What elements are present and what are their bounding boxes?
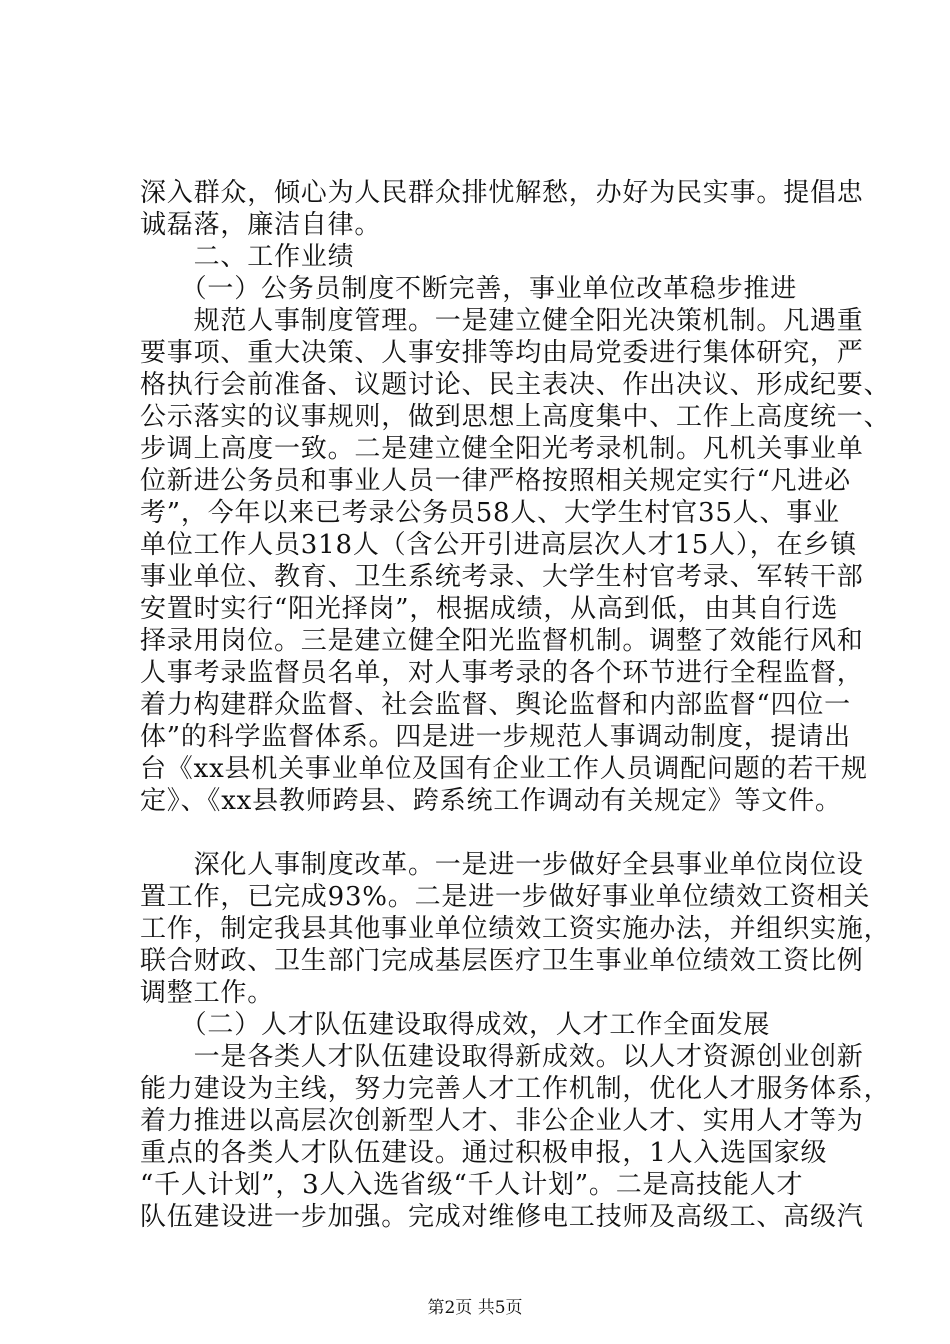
section-heading: 二、工作业绩 (140, 242, 355, 272)
text-line: 着力推进以高层次创新型人才、非公企业人才、实用人才等为 (140, 1106, 864, 1136)
text-line: 重点的各类人才队伍建设。通过积极申报，1人入选国家级 (140, 1138, 828, 1168)
text-line: 深化人事制度改革。一是进一步做好全县事业单位岗位设 (140, 850, 864, 880)
text-line: 安置时实行“阳光择岗”，根据成绩，从高到低，由其自行选 (140, 594, 839, 624)
text-line: 单位工作人员318人（含公开引进高层次人才15人），在乡镇 (140, 530, 857, 560)
text-line: 置工作，已完成93%。二是进一步做好事业单位绩效工资相关 (140, 882, 871, 912)
text-line: 要事项、重大决策、人事安排等均由局党委进行集体研究，严 (140, 338, 864, 368)
text-line: 考”，今年以来已考录公务员58人、大学生村官35人、事业 (140, 498, 840, 528)
text-line: 步调上高度一致。二是建立健全阳光考录机制。凡机关事业单 (140, 434, 864, 464)
text-line: 着力构建群众监督、社会监督、舆论监督和内部监督“四位一 (140, 690, 851, 720)
text-line: 定》、《xx县教师跨县、跨系统工作调动有关规定》等文件。 (140, 786, 842, 816)
text-line: 体”的科学监督体系。四是进一步规范人事调动制度，提请出 (140, 722, 851, 752)
text-line: 一是各类人才队伍建设取得新成效。以人才资源创业创新 (140, 1042, 864, 1072)
text-line: 诚磊落，廉洁自律。 (140, 210, 382, 240)
text-line: 人事考录监督员名单，对人事考录的各个环节进行全程监督， (140, 658, 864, 688)
text-line: 深入群众，倾心为人民群众排忧解愁，办好为民实事。提倡忠 (140, 178, 864, 208)
page-footer: 第2页 共5页 (427, 1298, 523, 1318)
text-line: 调整工作。 (140, 978, 275, 1008)
text-line: 公示落实的议事规则，做到思想上高度集中、工作上高度统一、 (140, 402, 891, 432)
text-line: 联合财政、卫生部门完成基层医疗卫生事业单位绩效工资比例 (140, 946, 864, 976)
text-line: 工作，制定我县其他事业单位绩效工资实施办法，并组织实施， (140, 914, 891, 944)
text-line: 事业单位、教育、卫生系统考录、大学生村官考录、军转干部 (140, 562, 864, 592)
text-line: 格执行会前准备、议题讨论、民主表决、作出决议、形成纪要、 (140, 370, 891, 400)
text-line: “千人计划”，3人入选省级“千人计划”。二是高技能人才 (140, 1170, 804, 1200)
text-line: 择录用岗位。三是建立健全阳光监督机制。调整了效能行风和 (140, 626, 864, 656)
text-line: 队伍建设进一步加强。完成对维修电工技师及高级工、高级汽 (140, 1202, 864, 1232)
text-line: 台《xx县机关事业单位及国有企业工作人员调配问题的若干规 (140, 754, 868, 784)
text-line: 规范人事制度管理。一是建立健全阳光决策机制。凡遇重 (140, 306, 864, 336)
subsection-heading: （一）公务员制度不断完善，事业单位改革稳步推进 (140, 274, 798, 304)
text-line: 能力建设为主线，努力完善人才工作机制，优化人才服务体系， (140, 1074, 891, 1104)
text-line: 位新进公务员和事业人员一律严格按照相关规定实行“凡进必 (140, 466, 851, 496)
subsection-heading: （二）人才队伍建设取得成效，人才工作全面发展 (140, 1010, 771, 1040)
